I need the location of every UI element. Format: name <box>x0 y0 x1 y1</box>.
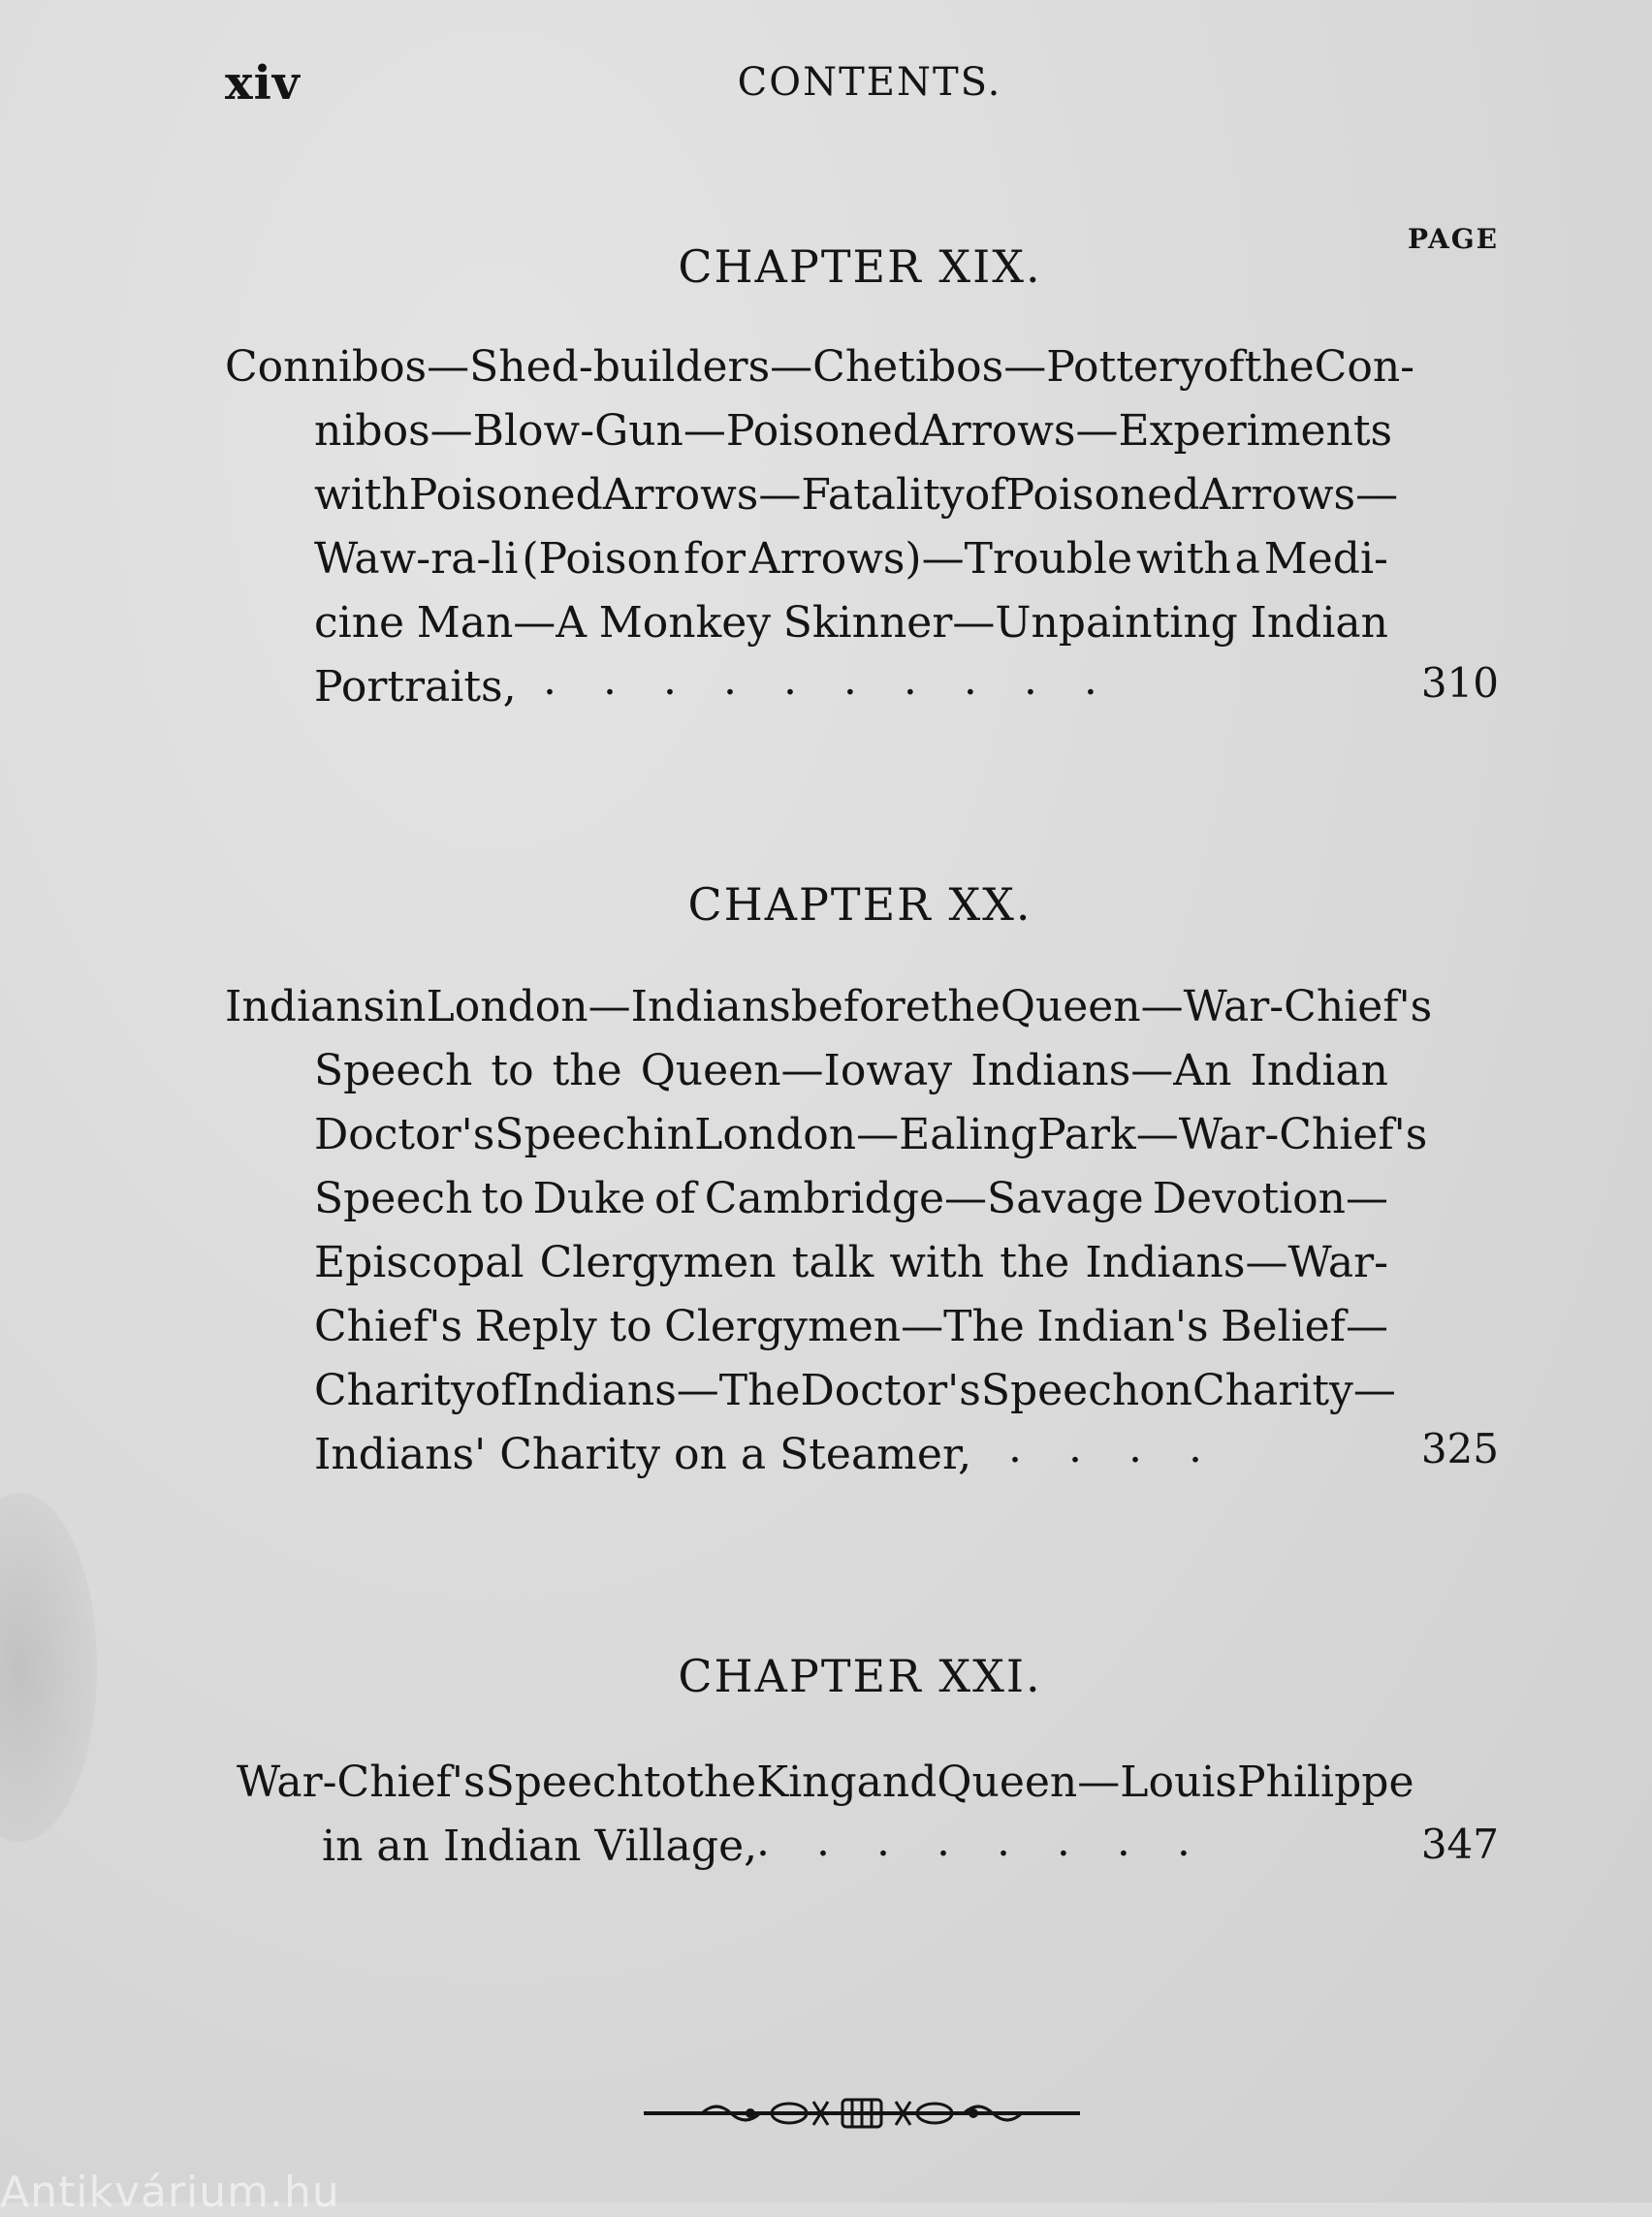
summary-line: War-Chief's Speech to the King and Queen—Louis Philippe <box>237 1758 1414 1807</box>
summary-line: Episcopal Clergymen talk with the Indians—War- <box>314 1238 1388 1287</box>
dot-leader: .......... <box>543 655 1144 705</box>
running-head: CONTENTS. <box>737 60 1002 105</box>
summary-line: Doctor's Speech in London—Ealing Park—War-Chief's <box>314 1110 1428 1159</box>
page-number: 347 <box>1420 1821 1499 1868</box>
summary-line: cine Man—A Monkey Skinner—Unpainting Indian <box>314 598 1388 648</box>
summary-line: nibos—Blow-Gun — Poisoned Arrows — Experiments <box>314 406 1393 456</box>
chapter-heading-xx: CHAPTER XX. <box>687 878 1032 931</box>
summary-line: Charity of Indians—The Doctor's Speech on Charity— <box>314 1366 1396 1415</box>
summary-line: Indians in London—Indians before the Queen—War-Chief's <box>225 982 1433 1031</box>
summary-line: Chief's Reply to Clergymen—The Indian's Belief— <box>314 1302 1388 1351</box>
page-number: 310 <box>1420 659 1499 707</box>
dot-leader: ........ <box>756 1817 1237 1866</box>
page-folio: xiv <box>225 56 301 111</box>
summary-line: Waw-ra-li (Poison for Arrows)—Trouble with a Medi- <box>314 534 1388 584</box>
chapter-xx-summary <box>225 975 1433 1487</box>
summary-line: Indians' Charity on a Steamer, <box>314 1430 972 1479</box>
summary-line: Connibos—Shed-builders—Chetibos—Pottery of the Con- <box>225 342 1415 392</box>
page-number: 325 <box>1420 1425 1499 1473</box>
chapter-heading-xix: CHAPTER XIX. <box>678 240 1042 293</box>
tailpiece-ornament-icon <box>644 2094 1080 2133</box>
watermark: Antikvárium.hu <box>0 2168 340 2217</box>
summary-line: with Poisoned Arrows—Fatality of Poisoned Arrows— <box>314 470 1399 520</box>
summary-line: Speech to Duke of Cambridge—Savage Devotion— <box>314 1174 1388 1223</box>
summary-line: Portraits, <box>314 662 517 712</box>
chapter-heading-xxi: CHAPTER XXI. <box>678 1650 1042 1702</box>
summary-line: in an Indian Village, <box>322 1821 758 1871</box>
dot-leader: .... <box>1008 1423 1249 1473</box>
page-column-label: PAGE <box>1408 223 1499 255</box>
summary-line: Speech to the Queen—Ioway Indians—An Indian <box>314 1046 1388 1095</box>
